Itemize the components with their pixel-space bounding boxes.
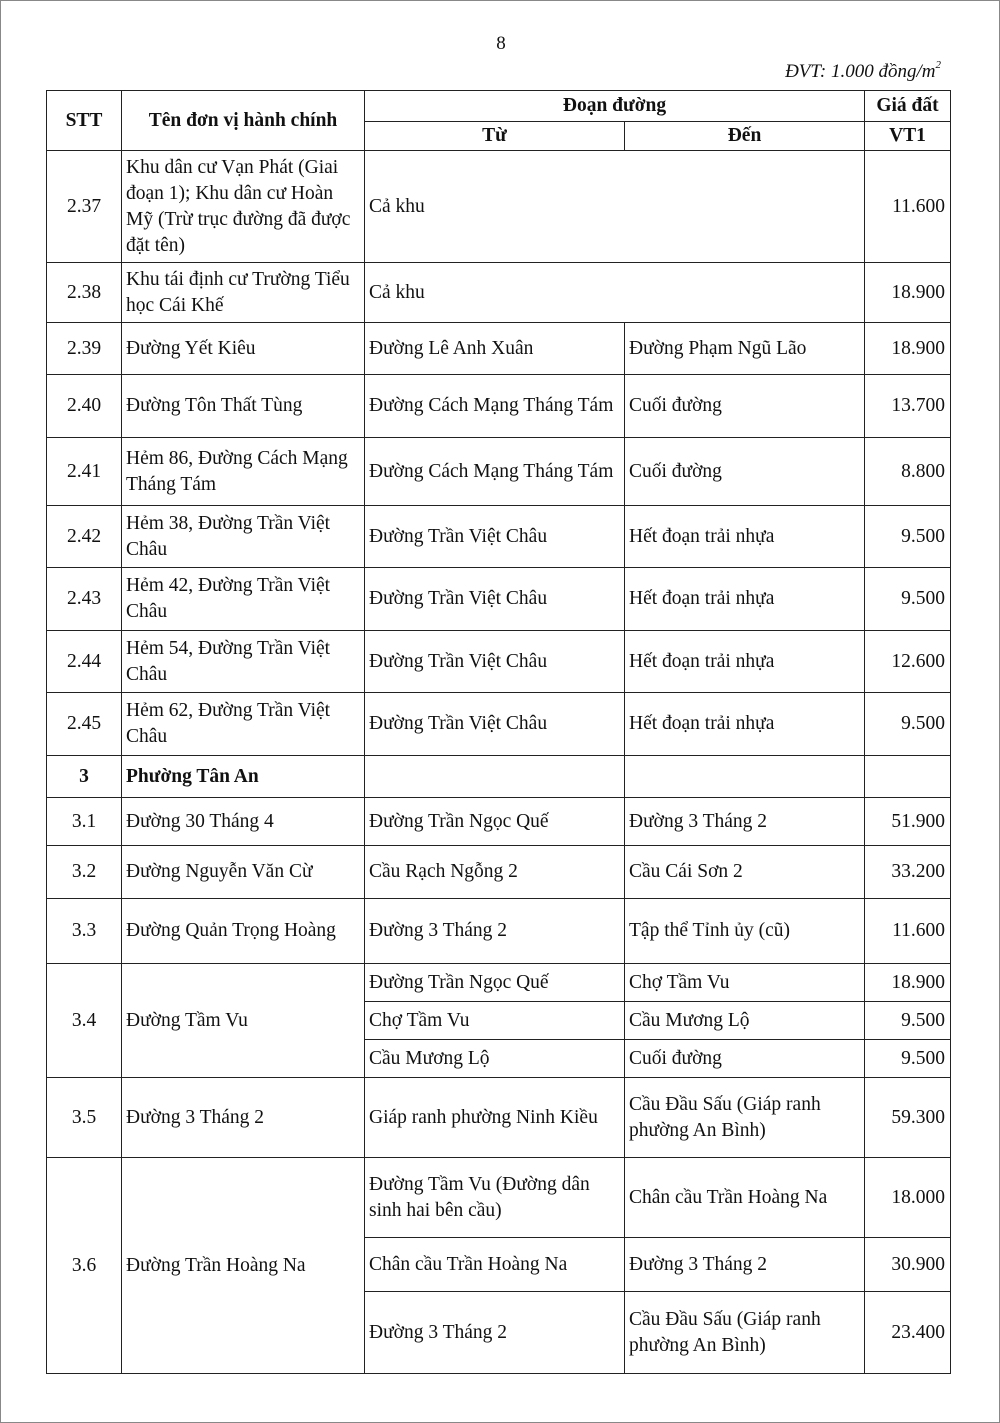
cell-to: Cầu Cái Sơn 2 (625, 846, 865, 899)
cell-price: 18.900 (865, 964, 951, 1002)
section-row (47, 756, 951, 798)
table-row (47, 568, 951, 631)
cell-to: Cầu Đầu Sấu (Giáp ranh phường An Bình) (625, 1292, 865, 1374)
cell-price: 9.500 (865, 693, 951, 756)
cell-price: 9.500 (865, 568, 951, 631)
cell-to: Hết đoạn trải nhựa (625, 693, 865, 756)
cell-admin-unit: Đường Yết Kiêu (122, 323, 365, 375)
cell-to: Cuối đường (625, 438, 865, 506)
table-row (47, 375, 951, 438)
cell-price: 30.900 (865, 1238, 951, 1292)
header-land-price: Giá đất (865, 91, 951, 122)
table-row (47, 263, 951, 323)
cell-from: Đường 3 Tháng 2 (365, 899, 625, 964)
cell-admin-unit: Hẻm 54, Đường Trần Việt Châu (122, 631, 365, 693)
cell-to: Cầu Đầu Sấu (Giáp ranh phường An Bình) (625, 1078, 865, 1158)
cell-stt: 2.42 (47, 506, 122, 568)
cell-admin-unit: Đường 30 Tháng 4 (122, 798, 365, 846)
cell-admin-unit: Hẻm 38, Đường Trần Việt Châu (122, 506, 365, 568)
table-row (47, 899, 951, 964)
cell-to: Đường Phạm Ngũ Lão (625, 323, 865, 375)
table-row (47, 438, 951, 506)
cell-from: Cả khu (365, 151, 865, 263)
cell-from: Đường Trần Ngọc Quế (365, 964, 625, 1002)
cell-price: 9.500 (865, 1040, 951, 1078)
cell-to: Cuối đường (625, 375, 865, 438)
cell-price: 12.600 (865, 631, 951, 693)
cell-from: Đường Trần Việt Châu (365, 506, 625, 568)
cell-stt: 3.5 (47, 1078, 122, 1158)
cell-price: 18.000 (865, 1158, 951, 1238)
cell-to: Tập thể Tỉnh ủy (cũ) (625, 899, 865, 964)
cell-stt: 2.39 (47, 323, 122, 375)
cell-from: Chân cầu Trần Hoàng Na (365, 1238, 625, 1292)
table-row (47, 693, 951, 756)
cell-stt: 2.44 (47, 631, 122, 693)
cell-admin-unit: Đường Tầm Vu (122, 964, 365, 1078)
cell-from (365, 756, 625, 798)
header-from: Từ (365, 122, 625, 151)
table-row (47, 631, 951, 693)
table-row (47, 798, 951, 846)
cell-price: 13.700 (865, 375, 951, 438)
cell-stt: 2.40 (47, 375, 122, 438)
cell-admin-unit: Khu dân cư Vạn Phát (Giai đoạn 1); Khu dân cư Hoàn Mỹ (Trừ trục đường đã được đặt tên) (122, 151, 365, 263)
cell-from: Chợ Tầm Vu (365, 1002, 625, 1040)
table-row (47, 1158, 951, 1238)
cell-from: Cầu Rạch Ngỗng 2 (365, 846, 625, 899)
cell-from: Giáp ranh phường Ninh Kiều (365, 1078, 625, 1158)
table-row (47, 323, 951, 375)
cell-from: Đường Trần Việt Châu (365, 568, 625, 631)
header-vt1: VT1 (865, 122, 951, 151)
header-to: Đến (625, 122, 865, 151)
unit-text: ĐVT: 1.000 đồng/m (785, 61, 936, 82)
cell-to: Hết đoạn trải nhựa (625, 568, 865, 631)
table-row (47, 506, 951, 568)
page-number: 8 (496, 33, 506, 54)
cell-from: Đường Tầm Vu (Đường dân sinh hai bên cầu) (365, 1158, 625, 1238)
table-row (47, 964, 951, 1002)
cell-admin-unit: Đường Quản Trọng Hoàng (122, 899, 365, 964)
cell-to: Hết đoạn trải nhựa (625, 506, 865, 568)
cell-to: Chợ Tầm Vu (625, 964, 865, 1002)
cell-from: Đường Trần Việt Châu (365, 631, 625, 693)
cell-price: 23.400 (865, 1292, 951, 1374)
cell-admin-unit: Đường Tôn Thất Tùng (122, 375, 365, 438)
header-stt: STT (47, 91, 122, 151)
cell-to (625, 756, 865, 798)
cell-from: Đường Trần Việt Châu (365, 693, 625, 756)
cell-price: 8.800 (865, 438, 951, 506)
cell-price: 18.900 (865, 323, 951, 375)
cell-stt: 2.45 (47, 693, 122, 756)
cell-to: Hết đoạn trải nhựa (625, 631, 865, 693)
cell-stt: 3.4 (47, 964, 122, 1078)
cell-stt: 2.38 (47, 263, 122, 323)
cell-stt: 3.6 (47, 1158, 122, 1374)
cell-from: Đường Cách Mạng Tháng Tám (365, 438, 625, 506)
cell-stt: 3.2 (47, 846, 122, 899)
cell-from: Cầu Mương Lộ (365, 1040, 625, 1078)
cell-price: 59.300 (865, 1078, 951, 1158)
cell-admin-unit: Đường Nguyễn Văn Cừ (122, 846, 365, 899)
cell-stt: 2.37 (47, 151, 122, 263)
cell-admin-unit: Khu tái định cư Trường Tiểu học Cái Khế (122, 263, 365, 323)
cell-price: 18.900 (865, 263, 951, 323)
table-row (47, 151, 951, 263)
table-body (47, 151, 951, 1374)
cell-price: 11.600 (865, 899, 951, 964)
cell-stt: 2.41 (47, 438, 122, 506)
header-admin-unit: Tên đơn vị hành chính (122, 91, 365, 151)
cell-from: Đường Cách Mạng Tháng Tám (365, 375, 625, 438)
cell-from: Đường Lê Anh Xuân (365, 323, 625, 375)
cell-ward-name: Phường Tân An (122, 756, 365, 798)
cell-stt: 3.3 (47, 899, 122, 964)
cell-admin-unit: Đường 3 Tháng 2 (122, 1078, 365, 1158)
cell-price: 9.500 (865, 506, 951, 568)
cell-to: Cầu Mương Lộ (625, 1002, 865, 1040)
cell-admin-unit: Hẻm 62, Đường Trần Việt Châu (122, 693, 365, 756)
unit-superscript: 2 (935, 59, 941, 71)
cell-price: 9.500 (865, 1002, 951, 1040)
land-price-table (46, 90, 951, 1374)
cell-price (865, 756, 951, 798)
table-row (47, 846, 951, 899)
cell-price: 51.900 (865, 798, 951, 846)
table-header (47, 91, 951, 151)
cell-from: Cả khu (365, 263, 865, 323)
cell-stt: 3 (47, 756, 122, 798)
table-row (47, 1078, 951, 1158)
cell-stt: 2.43 (47, 568, 122, 631)
cell-to: Chân cầu Trần Hoàng Na (625, 1158, 865, 1238)
cell-admin-unit: Hẻm 86, Đường Cách Mạng Tháng Tám (122, 438, 365, 506)
cell-from: Đường Trần Ngọc Quế (365, 798, 625, 846)
cell-price: 11.600 (865, 151, 951, 263)
cell-to: Đường 3 Tháng 2 (625, 798, 865, 846)
cell-price: 33.200 (865, 846, 951, 899)
cell-admin-unit: Hẻm 42, Đường Trần Việt Châu (122, 568, 365, 631)
cell-to: Cuối đường (625, 1040, 865, 1078)
cell-to: Đường 3 Tháng 2 (625, 1238, 865, 1292)
header-road-section: Đoạn đường (365, 91, 865, 122)
unit-note (785, 61, 941, 83)
cell-stt: 3.1 (47, 798, 122, 846)
cell-from: Đường 3 Tháng 2 (365, 1292, 625, 1374)
cell-admin-unit: Đường Trần Hoàng Na (122, 1158, 365, 1374)
